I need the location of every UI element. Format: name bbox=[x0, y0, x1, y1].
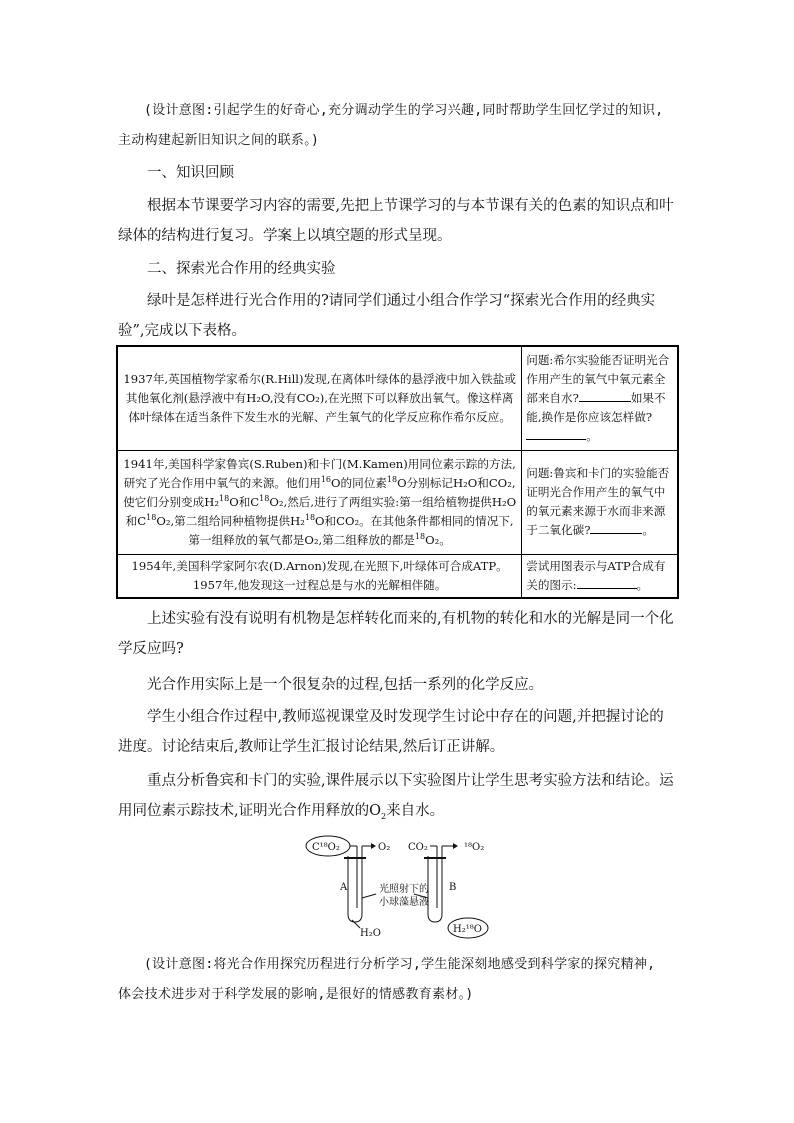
center-pointer-left bbox=[362, 894, 376, 898]
period: 。 bbox=[636, 577, 649, 592]
label-b: B bbox=[449, 882, 457, 893]
atp-question-text: 尝试用图表示与ATP合成有关的图示: bbox=[526, 558, 666, 592]
isotope-mark: 18 bbox=[304, 512, 316, 522]
hill-question-text: 问题:希尔实验能否证明光合作用产生的氧气中氧元素全部来自水? bbox=[526, 352, 670, 405]
center-label-line2: 小球藻悬液 bbox=[379, 897, 429, 908]
isotope-mark: 18 bbox=[414, 531, 426, 541]
hill-question-followup: 如果不能,换作是你应该怎样做? bbox=[526, 390, 666, 424]
table-row bbox=[117, 554, 678, 598]
isotope-experiment-figure bbox=[300, 828, 500, 940]
ruben-text-part: O的同位素 bbox=[331, 475, 387, 490]
isotope-mark: 18 bbox=[386, 474, 398, 484]
design-intent-1-line2: 主动构建起新旧知识之间的联系。) bbox=[118, 133, 320, 148]
ruben-question-text: 问题:鲁宾和卡门的实验能否证明光合作用产生的氧气中的氧元素来源于水而非来源于二氧化碳? bbox=[526, 466, 670, 537]
right-water-label: H₂¹⁸O bbox=[453, 924, 482, 935]
isotope-mark: 18 bbox=[219, 493, 230, 503]
ruben-text-part: O₂,第二组给同种植物提供H₂ bbox=[156, 513, 305, 528]
ruben-text-part: 1941年,美国科学家鲁宾(S.Ruben)和卡门(M.Kamen)用同位素示踪的方法,研究了光合作用中氧气的来源。他们用 bbox=[123, 456, 516, 490]
paragraph-ruben-analysis bbox=[118, 766, 678, 826]
period: 。 bbox=[586, 428, 598, 443]
answer-blank[interactable] bbox=[590, 521, 642, 534]
design-intent-1 bbox=[118, 96, 678, 156]
left-test-tube bbox=[348, 856, 362, 922]
right-output-label: ¹⁸O₂ bbox=[464, 842, 485, 853]
design-intent-2 bbox=[118, 950, 678, 1010]
ruben-question-cell bbox=[522, 450, 678, 554]
table-row bbox=[117, 346, 678, 450]
left-water-label: H₂O bbox=[360, 928, 381, 939]
ruben-text-part: O₂,然后,进行了两组实验:第一组给植物提供H₂O和C bbox=[125, 494, 517, 528]
arrowhead bbox=[453, 843, 458, 849]
ruben-text-part: O和C bbox=[229, 494, 260, 509]
label-a: A bbox=[340, 882, 348, 893]
section-2-heading: 二、探索光合作用的经典实验 bbox=[147, 261, 336, 277]
atp-question-cell bbox=[522, 554, 678, 598]
paragraph-text-part: 来自水。 bbox=[386, 803, 445, 819]
section-1-body: 根据本节课要学习内容的需要,先把上节课学习的与本节课有关的色素的知识点和叶绿体的结构进行复习。学案上以填空题的形式呈现。 bbox=[118, 198, 674, 244]
hill-experiment-cell bbox=[117, 346, 522, 450]
section-2-intro: 绿叶是怎样进行光合作用的?请同学们通过小组合作学习“探索光合作用的经典实验”,完成以下表格。 bbox=[118, 293, 656, 339]
isotope-mark: 18 bbox=[259, 493, 270, 503]
right-input-label: CO₂ bbox=[408, 842, 428, 853]
paragraph-text-part: 重点分析鲁宾和卡门的实验,课件展示以下实验图片让学生思考实验方法和结论。运用同位素示踪技术,证明光合作用释放的O bbox=[118, 773, 674, 819]
paragraph-group-work: 学生小组合作过程中,教师巡视课堂及时发现学生讨论中存在的问题,并把握讨论的进度。讨论结束后,教师让学生汇报讨论结果,然后订正讲解。 bbox=[118, 709, 664, 755]
answer-blank[interactable] bbox=[526, 427, 586, 440]
answer-blank[interactable] bbox=[579, 389, 631, 402]
left-output-label: O₂ bbox=[378, 842, 391, 853]
right-test-tube bbox=[428, 856, 442, 922]
ruben-text-part: O分别标记H₂O和CO₂,使它们分别变成H₂ bbox=[123, 475, 516, 509]
design-intent-2-line1: (设计意图:将光合作用探究历程进行分析学习,学生能深刻地感受到科学家的探究精神, bbox=[144, 957, 656, 972]
center-label-line1: 光照射下的 bbox=[379, 884, 429, 895]
hill-question-cell bbox=[522, 346, 678, 450]
answer-blank[interactable] bbox=[577, 576, 637, 589]
table-row bbox=[117, 450, 678, 554]
isotope-mark: 16 bbox=[320, 474, 331, 484]
design-intent-2-line2: 体会技术进步对于科学发展的影响,是很好的情感教育素材。) bbox=[118, 987, 474, 1002]
ruben-kamen-experiment-cell bbox=[117, 450, 522, 554]
arrowhead bbox=[371, 843, 376, 849]
paragraph-photosynthesis: 光合作用实际上是一个很复杂的过程,包括一系列的化学反应。 bbox=[147, 677, 544, 693]
hill-experiment-text: 1937年,英国植物学家希尔(R.Hill)发现,在离体叶绿体的悬浮液中加入铁盐或其他氧化剂(悬浮液中有H₂O,没有CO₂),在光照下可以释放出氧气。像这样离体叶绿体在适当条件下发生水的光解、产生氧气的化学反应称作希尔反应。 bbox=[123, 371, 516, 424]
isotope-mark: 18 bbox=[146, 512, 157, 522]
experiment-table bbox=[116, 345, 679, 599]
question-paragraph: 上述实验有没有说明有机物是怎样转化而来的,有机物的转化和水的光解是同一个化学反应吗? bbox=[118, 611, 674, 657]
arnon-experiment-cell bbox=[117, 554, 522, 598]
period: 。 bbox=[642, 523, 655, 537]
ruben-text-part: O₂。 bbox=[425, 532, 451, 547]
section-1-heading: 一、知识回顾 bbox=[147, 165, 234, 181]
arnon-experiment-text: 1954年,美国科学家阿尔农(D.Arnon)发现,在光照下,叶绿体可合成ATP。1957年,他发现这一过程总是与水的光解相伴随。 bbox=[131, 558, 508, 592]
design-intent-1-line1: (设计意图:引起学生的好奇心,充分调动学生的学习兴趣,同时帮助学生回忆学过的知识, bbox=[144, 103, 664, 118]
left-input-label: C¹⁸O₂ bbox=[312, 842, 340, 853]
ruben-text-part: O和CO₂。在其他条件都相同的情况下,第一组释放的氧气都是O₂,第二组释放的都是 bbox=[188, 513, 514, 547]
subscript: 2 bbox=[381, 811, 387, 821]
